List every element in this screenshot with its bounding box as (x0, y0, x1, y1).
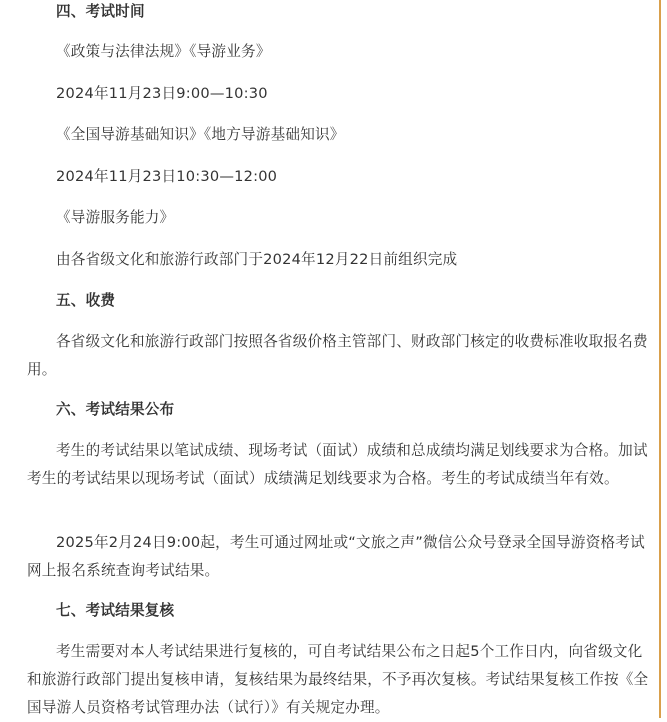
exam-3-subjects: 《导游服务能力》 (56, 209, 175, 226)
exam-2-time: 2024年11月23日10:30—12:00 (56, 168, 278, 185)
section-4-heading: 四、考试时间 (56, 3, 145, 20)
section-6-text-1: 考生的考试结果以笔试成绩、现场考试（面试）成绩和总成绩均满足划线要求为合格。加试考生的考试结果以现场考试（面试）成绩满足划线要求为合格。考生的考试成绩当年有效。 (27, 442, 648, 487)
section-6-heading: 六、考试结果公布 (56, 401, 175, 418)
section-7-text: 考生需要对本人考试结果进行复核的，可自考试结果公布之日起5个工作日内，向省级文化和旅游行政部门提出复核申请，复核结果为最终结果，不予再次复核。考试结果复核工作按《全国导游人员资格考试管理办法（试行）》有关规定办理。 (27, 643, 649, 716)
section-7-heading: 七、考试结果复核 (56, 602, 175, 619)
exam-1-subjects: 《政策与法律法规》《导游业务》 (56, 43, 271, 60)
exam-3-note: 由各省级文化和旅游行政部门于2024年12月22日前组织完成 (56, 251, 458, 268)
section-6-text-2: 2025年2月24日9:00起，考生可通过网址或“文旅之声”微信公众号登录全国导游资格考试网上报名系统查询考试结果。 (27, 534, 645, 579)
exam-1-time: 2024年11月23日9:00—10:30 (56, 85, 268, 102)
section-5-heading: 五、收费 (56, 292, 116, 309)
exam-2-subjects: 《全国导游基础知识》《地方导游基础知识》 (56, 126, 345, 143)
section-5-text: 各省级文化和旅游行政部门按照各省级价格主管部门、财政部门核定的收费标准收取报名费用。 (27, 333, 648, 378)
